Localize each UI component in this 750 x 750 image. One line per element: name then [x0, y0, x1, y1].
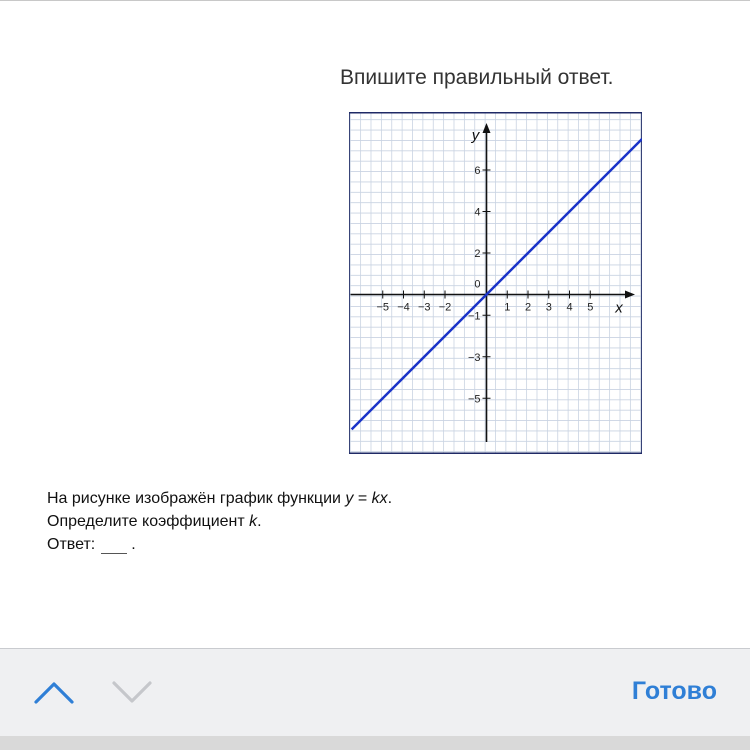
y-tick-label: −3 [467, 351, 481, 364]
task-instruction: Впишите правильный ответ. [340, 66, 614, 89]
chevron-up-icon [32, 675, 76, 709]
x-tick-label: 5 [587, 301, 594, 314]
x-tick-label: −2 [438, 301, 452, 314]
previous-field-button[interactable] [32, 675, 76, 709]
x-tick-label: 4 [566, 301, 573, 314]
done-button[interactable]: Готово [631, 677, 717, 705]
x-tick-label: 2 [524, 301, 532, 314]
formula-k: k [249, 513, 258, 530]
line-2-period: . [257, 513, 262, 530]
function-graph [349, 112, 642, 454]
y-tick-label: −5 [467, 393, 481, 406]
problem-line-1 [47, 487, 392, 510]
x-tick-label: 1 [504, 301, 511, 314]
y-tick-label: 6 [474, 165, 481, 177]
y-tick-label: 2 [474, 248, 481, 260]
answer-period: . [131, 536, 136, 553]
keyboard-toolbar [0, 648, 750, 737]
answer-row [47, 533, 392, 556]
problem-line-2 [47, 510, 392, 533]
bottom-strip [0, 736, 750, 750]
x-tick-label: −4 [397, 301, 410, 314]
problem-text [47, 487, 392, 556]
x-tick-label: 3 [545, 301, 552, 314]
answer-label: Ответ: [47, 536, 96, 553]
y-tick-label: −1 [467, 310, 481, 323]
x-tick-label: −5 [376, 301, 390, 314]
x-axis-label: x [615, 299, 623, 317]
problem-line-2-text: Определите коэффициент [47, 513, 250, 530]
graph-svg [349, 112, 642, 454]
top-divider [0, 0, 750, 1]
formula-equals: = [353, 490, 372, 507]
answer-input[interactable] [101, 539, 127, 554]
formula-y: y [345, 490, 354, 507]
formula-kx: kx [371, 490, 388, 507]
origin-label: 0 [474, 278, 481, 291]
line-1-period: . [387, 490, 393, 507]
y-tick-label: 4 [474, 206, 481, 219]
y-axis-label: y [471, 127, 480, 144]
next-field-button[interactable] [110, 675, 154, 709]
problem-line-1-text: На рисунке изображён график функции [47, 490, 346, 507]
chevron-down-icon [110, 675, 154, 709]
x-tick-label: −3 [417, 301, 431, 314]
